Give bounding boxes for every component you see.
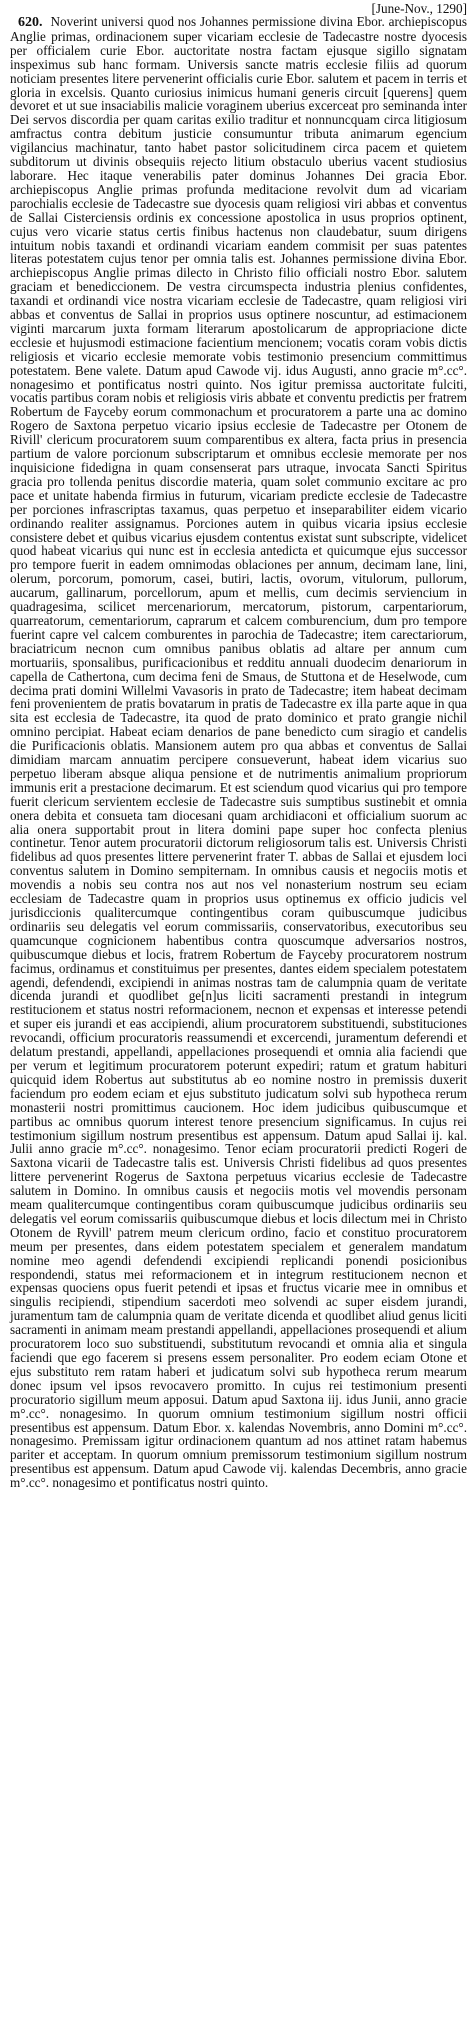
document-body [10, 15, 467, 1490]
paragraph-number: 620. [18, 15, 43, 30]
date-heading: [June-Nov., 1290] [371, 1, 467, 16]
paragraph-text: Noverint universi quod nos Johannes permissione divina Ebor. archiepiscopus Anglie primas, ordinacionem super vicariam ecclesie de Tadecastre nostre dyocesis per officialem curie Ebor. auctoritate nostra factam ejusque sigillo signatam inspeximus sub hanc formam. Universis sancte matris ecclesie filiis ad quorum noticiam presentes litere pervenerint officialis curie Ebor. salutem et pacem in terris et gloria in excelsis. Quanto curiosius inimicus humani generis circuit [querens] quem devoret et ut sue insaciabilis malicie voraginem uberius excerceat pro seminanda inter Dei servos discordia per quam caritas exilio traditur et nonnuncquam circa litigiosum amfractus contra debitum justicie consumuntur tributa animarum egencium vigilancius machinatur, tanto habet pastor solicitudinem circa pacem et quietem subditorum ut divinis obsequiis rejecto litium obstaculo uberius vacent studiosius laborare. Hec itaque venerabilis pater dominus Johannes Dei gracia Ebor. archiepiscopus Anglie primas profunda meditacione revolvit dum ad vicariam parochialis ecclesie de Tadecastre sue dyocesis quam religiosi viri abbas et conventus de Sallai Cisterciensis ordinis ex concessione apostolica in usus proprios optinent, cujus vero vicarie status certis finibus hactenus non claudebatur, suum dirigens intuitum nobis taxandi et ordinandi vicariam eandem commisit per suas patentes literas potestatem cujus tenor per omnia talis est. Johannes permissione divina Ebor. archiepiscopus Anglie primas dilecto in Christo filio officiali nostro Ebor. salutem graciam et benediccionem. De vestra circumspecta industria plenius confidentes, taxandi et ordinandi vice nostra vicariam ecclesie de Tadecastre, quam religiosi viri abbas et conventus de Sallai in proprios usus optinere noscuntur, ad estimacionem viginti marcarum juxta formam literarum apostolicarum de appropriacione dicte ecclesie et hujusmodi estimacione facientium mencionem; vocatis coram vobis dictis religiosis et vicario ecclesie memorate vobis testimonio presencium committimus potestatem. Bene valete. Datum apud Cawode vij. idus Augusti, anno gracie m°.cc°. nonagesimo et pontificatus nostri quinto. Nos igitur premissa auctoritate fulciti, vocatis partibus coram nobis et religiosis viris abbate et conventu predictis per fratrem Robertum de Fayceby eorum commonachum et procuratorem a parte una ac domino Rogero de Saxtona perpetuo vicario ipsius ecclesie de Tadecastre per Otonem de Rivill' clericum procuratorem suum comparentibus ex altera, facta prius in presencia partium de valore porcionum subscriptarum et omnibus ecclesie memorate per nos inquisicione fidedigna in quam consenserat pars utraque, invocata Sancti Spiritus gracia pro tollenda penitus discordie materia, quam solet communio excitare ac pro pace et unitate habenda firmius in futurum, vicariam predicte ecclesie de Tadecastre per porciones infrascriptas taxamus, quas perpetuo et inseparabiliter eidem vicario ordinando realiter assignamus. Porciones autem in quibus vicaria ipsius ecclesie consistere debet et quibus vicarius ejusdem contentus existat sunt subscripte, videlicet quod habeat vicarius qui nunc est in ecclesia antedicta et quicumque ejus successor pro tempore fuerit in eadem omnimodas oblaciones per annum, decimam lane, lini, olerum, porcorum, pomorum, casei, butiri, lactis, ovorum, vitulorum, pullorum, aucarum, gallinarum, porcellorum, apum et mellis, cum decimis serviencium in quadragesima, scilicet mercenariorum, mercatorum, pistorum, carpentariorum, quarreatorum, cementariorum, caprarum et calcem comburencium, dum pro tempore fuerint capre vel calcem comburentes in parochia de Tadecastre; item carectariorum, braciatricum necnon cum omnibus panibus oblatis ad altare per annum cum mortuariis, sponsalibus, purificacionibus et redditu annuali duodecim denariorum in capella de Cathertona, cum decima feni de Smaus, de Stuttona et de Heselwode, cum decima prati domini Willelmi Vavasoris in prato de Tadecastre; item habeat decimam feni provenientem de pratis bovatarum in pratis de Tadecastre ex illa parte aque in qua sita est ecclesia de Tadecastre, ita quod de prato dominico et prato grangie nichil omnino percipiat. Habeat eciam denarios de pane benedicto cum siragio et candelis die Purificacionis oblatis. Mansionem autem pro qua abbas et conventus de Sallai dimidiam marcam annuatim percipere consueverunt, habeat idem vicarius suo perpetuo liberam absque aliqua pensione et de nutrimentis animalium propriorum immunis erit a prestacione decimarum. Et est sciendum quod vicarius qui pro tempore fuerit clericum servientem ecclesie de Tadecastre suis sumptibus sustinebit et omnia onera debita et consueta tam diocesani quam archidiaconi et officialium suorum ac alia onera supportabit prout in litera domini pape super hoc confecta plenius continetur. Tenor autem procuratorii dictorum religiosorum talis est. Universis Christi fidelibus ad quos presentes littere pervenerint frater T. abbas de Sallai et ejusdem loci conventus salutem in Domino sempiternam. In omnibus causis et negociis motis et movendis a nobis seu contra nos aut nos vel nonasterium nostrum seu eciam ecclesiam de Tadecastre quam in proprios usus optinemus ex officio judicis vel jurisdiccionis qualitercumque contingentibus coram quibuscumque judicibus ordinariis seu delegatis vel eorum commissariis, conservatoribus, executoribus seu quamcunque cognicionem habentibus contra quoscumque adversarios nostros, quibuscumque diebus et locis, fratrem Robertum de Fayceby procuratorem nostrum facimus, ordinamus et constituimus per presentes, dantes eidem specialem potestatem agendi, defendendi, excipiendi in animas nostras tam de calumpnia quam de veritate dicenda jurandi et quodlibet ge[n]us liciti sacramenti prestandi in integrum restitucionem et status nostri reformacionem, necnon et expensas et interesse petendi et super eis jurandi et eas accipiendi, alium procuratorem substituendi, substituciones revocandi, officium procuratoris reassumendi et excercendi, juramentum deferendi et delatum prestandi, appellandi, appellaciones prosequendi et omnia alia faciendi que per verum et legitimum procuratorem poterunt expediri; ratum et gratum habituri quicquid idem Robertus aut substitutus ab eo nomine nostro in premissis duxerit faciendum pro eodem eciam et ejus substituto judicatum solvi sub hypotheca rerum monasterii nostri promittimus caucionem. Hoc idem judicibus quibuscumque et partibus ac omnibus quorum interest tenore presencium significamus. In cujus rei testimonium sigillum nostrum presentibus est appensum. Datum apud Sallai ij. kal. Julii anno gracie m°.cc°. nonagesimo. Tenor eciam procuratorii predicti Rogeri de Saxtona vicarii de Tadecastre talis est. Universis Christi fidelibus ad quos presentes littere pervenerint Rogerus de Saxtona perpetuus vicarius ecclesie de Tadecastre salutem in Domino. In omnibus causis et negociis motis vel movendis personam meam qualitercumque contingentibus coram quibuscumque judicibus ordinariis seu delegatis vel eorum comissariis quibuscumque diebus et locis dilectum mei in Christo Otonem de Ryvill' patrem meum clericum ordino, facio et constituo procuratorem meum per presentes, dans eidem potestatem specialem et generalem mandatum nomine meo agendi defendendi excipiendi replicandi ponendi posicionibus respondendi, status mei reformacionem et in integrum restitucionem necnon et expensas quociens opus fuerit petendi et ipsas et fructus vicarie mee in omnibus et singulis recipiendi, stipendium sacerdoti meo solvendi ac super eisdem jurandi, juramentum tam de calumpnia quam de veritate dicenda et quodlibet aliud genus liciti sacramenti in animam meam prestandi appellandi, appellaciones prosequendi et alium procuratorem loco suo substituendi, substitutum revocandi et omnia alia et singula faciendi que ego facerem si presens essem personaliter. Pro eodem eciam Otone et ejus substituto rem ratam haberi et judicatum solvi sub hypotheca rerum mearum donec ipsum vel ipsos revocavero promitto. In cujus rei testimonium presenti procuratorio sigillum meum apposui. Datum apud Saxtona iij. idus Junii, anno gracie m°.cc°. nonagesimo. In quorum omnium testimonium sigillum nostri officii presentibus est appensum. Datum Ebor. x. kalendas Novembris, anno Domini m°.cc°. nonagesimo. Premissam igitur ordinacionem quantum ad nos attinet ratam habemus pariter et acceptam. In quorum omnium premissorum testimonium sigillum nostrum presentibus est appensum. Datum apud Cawode vij. kalendas Decembris, anno gracie m°.cc°. nonagesimo et pontificatus nostri quinto. [10, 14, 467, 1491]
